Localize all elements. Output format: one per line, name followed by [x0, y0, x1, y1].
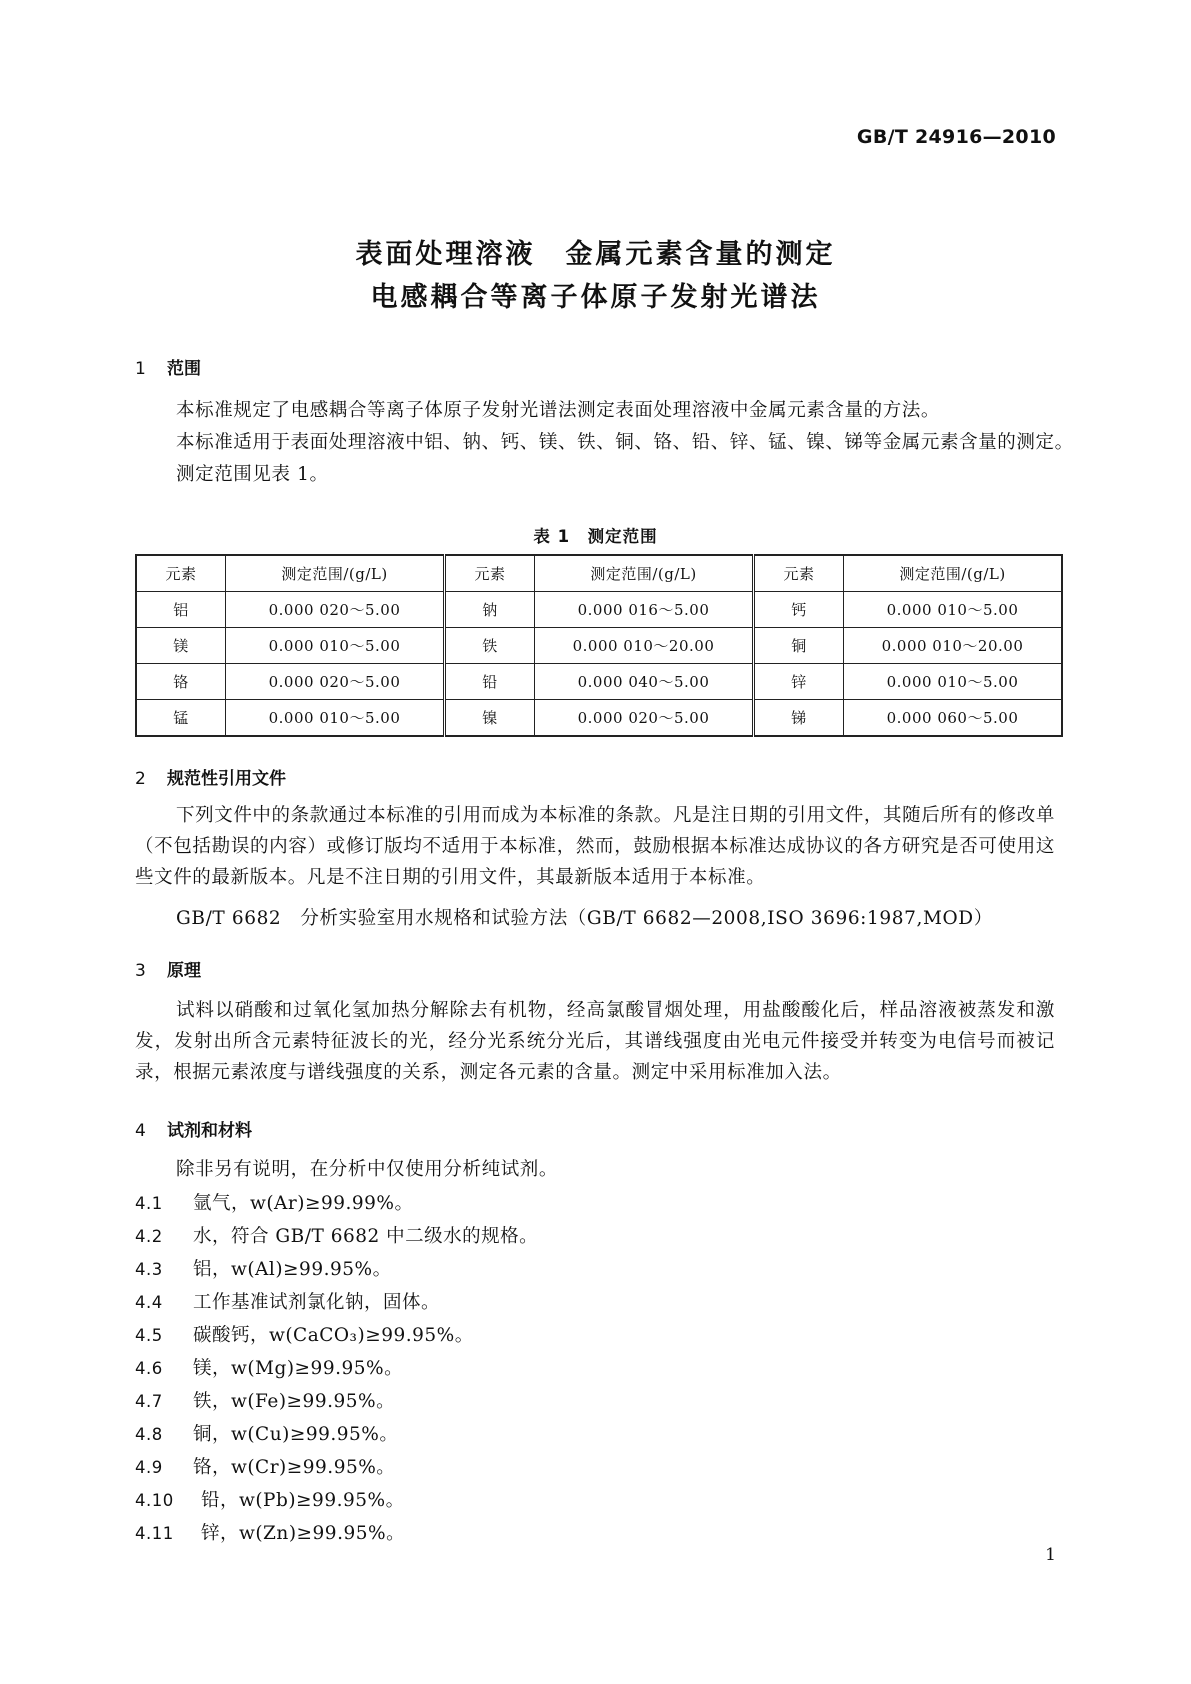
normative-reference: GB/T 6682 分析实验室用水规格和试验方法（GB/T 6682—2008,ISO 3696:1987,MOD） — [176, 908, 993, 929]
list-item-text: 碳酸钙，w(CaCO₃)≥99.95%。 — [193, 1325, 474, 1346]
table-cell: 0.000 060～5.00 — [844, 700, 1063, 737]
page-number: 1 — [1045, 1545, 1056, 1565]
table-cell: 锑 — [754, 700, 844, 737]
table-cell: 铅 — [445, 664, 535, 700]
list-item-number: 4.3 — [135, 1260, 163, 1279]
list-item-number: 4.10 — [135, 1491, 174, 1510]
list-item — [135, 1453, 395, 1479]
table-cell: 0.000 016～5.00 — [535, 592, 754, 628]
section2-paragraph1: 下列文件中的条款通过本标准的引用而成为本标准的条款。凡是注日期的引用文件，其随后所有的修改单（不包括勘误的内容）或修订版均不适用于本标准，然而，鼓励根据本标准达成协议的各方研究是否可使用这些文件的最新版本。凡是不注日期的引用文件，其最新版本适用于本标准。 — [135, 805, 1055, 888]
table-header-cell: 元素 — [136, 555, 226, 592]
table-row — [136, 592, 1062, 628]
table-row — [136, 700, 1062, 737]
table-cell: 0.000 040～5.00 — [535, 664, 754, 700]
table-header-cell: 测定范围/(g/L) — [226, 555, 445, 592]
section4-heading — [135, 1116, 252, 1141]
section2-heading — [135, 764, 286, 789]
list-item — [135, 1420, 398, 1446]
section3-title: 原理 — [167, 961, 201, 981]
list-item — [135, 1222, 538, 1248]
measurement-range-table — [135, 554, 1063, 737]
list-item-number: 4.5 — [135, 1326, 163, 1345]
table-cell: 0.000 020～5.00 — [226, 592, 445, 628]
list-item-text: 铬，w(Cr)≥99.95%。 — [193, 1457, 396, 1478]
table-cell: 0.000 010～5.00 — [226, 628, 445, 664]
table-cell: 镍 — [445, 700, 535, 737]
list-item-text: 铜，w(Cu)≥99.95%。 — [193, 1424, 399, 1445]
list-item-text: 氩气，w(Ar)≥99.99%。 — [193, 1193, 414, 1214]
table-cell: 锌 — [754, 664, 844, 700]
table-cell: 铬 — [136, 664, 226, 700]
section1-paragraph2: 本标准适用于表面处理溶液中铝、钠、钙、镁、铁、铜、铬、铅、锌、锰、镍、锑等金属元素含量的测定。 — [176, 432, 1074, 453]
list-item-text: 铝，w(Al)≥99.95%。 — [193, 1259, 392, 1280]
section4-title: 试剂和材料 — [167, 1121, 252, 1141]
section4-number: 4 — [135, 1121, 146, 1141]
section2-body — [135, 800, 1055, 893]
list-item — [135, 1255, 392, 1281]
table-header-cell: 测定范围/(g/L) — [844, 555, 1063, 592]
table-cell: 0.000 010～5.00 — [844, 592, 1063, 628]
section2-title: 规范性引用文件 — [167, 769, 286, 789]
list-item-number: 4.1 — [135, 1194, 163, 1213]
list-item-text: 水，符合 GB/T 6682 中二级水的规格。 — [193, 1226, 539, 1247]
table-cell: 0.000 010～20.00 — [844, 628, 1063, 664]
list-item-text: 铁，w(Fe)≥99.95%。 — [193, 1391, 396, 1412]
section1-heading — [135, 354, 201, 379]
list-item-number: 4.9 — [135, 1458, 163, 1477]
list-item-number: 4.8 — [135, 1425, 163, 1444]
list-item-number: 4.4 — [135, 1293, 163, 1312]
section3-body — [135, 995, 1055, 1088]
section4-intro: 除非另有说明，在分析中仅使用分析纯试剂。 — [176, 1159, 559, 1180]
list-item-number: 4.7 — [135, 1392, 163, 1411]
table-cell: 0.000 010～20.00 — [535, 628, 754, 664]
section1-paragraph1: 本标准规定了电感耦合等离子体原子发射光谱法测定表面处理溶液中金属元素含量的方法。 — [176, 400, 941, 421]
table1-caption: 表 1 测定范围 — [533, 527, 658, 546]
table-row — [136, 628, 1062, 664]
table-cell: 0.000 020～5.00 — [535, 700, 754, 737]
section1-paragraph3: 测定范围见表 1。 — [176, 464, 329, 485]
list-item — [135, 1387, 395, 1413]
table-header-cell: 元素 — [754, 555, 844, 592]
list-item-text: 工作基准试剂氯化钠，固体。 — [193, 1292, 441, 1313]
section2-number: 2 — [135, 769, 146, 789]
list-item — [135, 1354, 403, 1380]
table-cell: 0.000 010～5.00 — [226, 700, 445, 737]
table-header-row — [136, 555, 1062, 592]
list-item-number: 4.2 — [135, 1227, 163, 1246]
standard-code: GB/T 24916—2010 — [856, 126, 1056, 148]
table-cell: 铜 — [754, 628, 844, 664]
list-item — [135, 1486, 405, 1512]
table-header-cell: 元素 — [445, 555, 535, 592]
section3-heading — [135, 956, 201, 981]
table-header-cell: 测定范围/(g/L) — [535, 555, 754, 592]
table-cell: 铁 — [445, 628, 535, 664]
table-cell: 0.000 010～5.00 — [844, 664, 1063, 700]
list-item-text: 镁，w(Mg)≥99.95%。 — [193, 1358, 404, 1379]
section3-number: 3 — [135, 961, 146, 981]
list-item — [135, 1189, 414, 1215]
document-title-line1: 表面处理溶液 金属元素含量的测定 — [355, 239, 836, 270]
section3-paragraph1: 试料以硝酸和过氧化氢加热分解除去有机物，经高氯酸冒烟处理，用盐酸酸化后，样品溶液被蒸发和激发，发射出所含元素特征波长的光，经分光系统分光后，其谱线强度由光电元件接受并转变为电信号而被记录，根据元素浓度与谱线强度的关系，测定各元素的含量。测定中采用标准加入法。 — [135, 1000, 1055, 1083]
document-title-line2: 电感耦合等离子体原子发射光谱法 — [370, 282, 821, 313]
list-item-text: 铅，w(Pb)≥99.95%。 — [201, 1490, 405, 1511]
table-cell: 0.000 020～5.00 — [226, 664, 445, 700]
list-item — [135, 1321, 474, 1347]
table-cell: 锰 — [136, 700, 226, 737]
list-item-number: 4.6 — [135, 1359, 163, 1378]
section1-title: 范围 — [167, 359, 201, 379]
section1-number: 1 — [135, 359, 146, 379]
table-row — [136, 664, 1062, 700]
list-item-text: 锌，w(Zn)≥99.95%。 — [201, 1523, 406, 1544]
list-item — [135, 1519, 405, 1545]
list-item-number: 4.11 — [135, 1524, 174, 1543]
table-cell: 铝 — [136, 592, 226, 628]
list-item — [135, 1288, 440, 1314]
table-cell: 钙 — [754, 592, 844, 628]
table-cell: 镁 — [136, 628, 226, 664]
table-cell: 钠 — [445, 592, 535, 628]
